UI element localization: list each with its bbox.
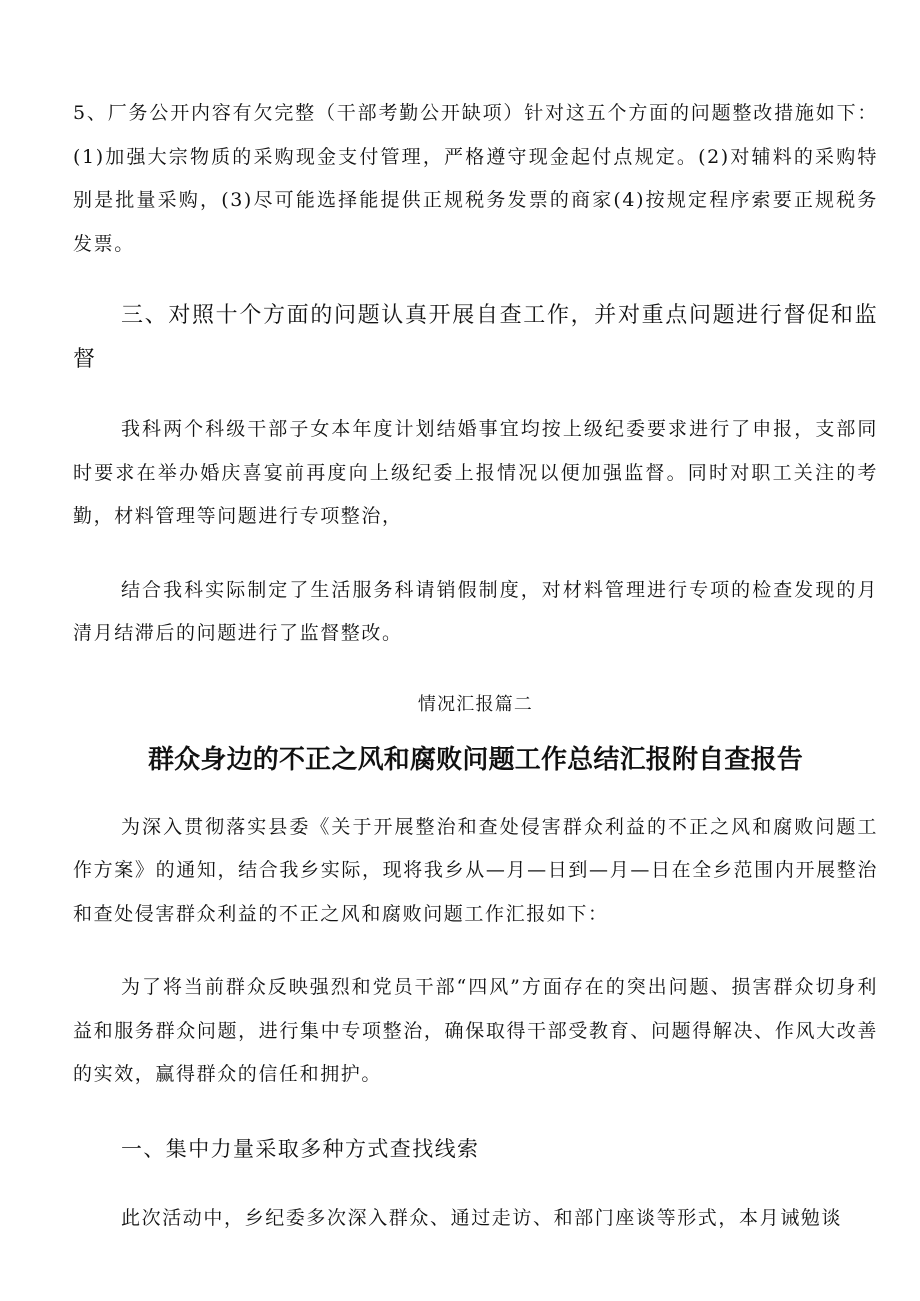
section-heading-three: 三、对照十个方面的问题认真开展自查工作，并对重点问题进行督促和监督 xyxy=(73,303,878,372)
paragraph-wedding-declaration: 我科两个科级干部子女本年度计划结婚事宜均按上级纪委要求进行了申报，支部同时要求在举办婚庆喜宴前再度向上级纪委上报情况以便加强监督。同时对职工关注的考勤，材料管理等问题进行专项整治， xyxy=(73,418,878,527)
report-subtitle: 情况汇报篇二 xyxy=(417,693,534,715)
paragraph-purpose: 为了将当前群众反映强烈和党员干部“四风”方面存在的突出问题、损害群众切身利益和服务群众问题，进行集中专项整治，确保取得干部受教育、问题得解决、作风大改善的实效，赢得群众的信任和拥护。 xyxy=(73,976,878,1085)
paragraph-intro: 为深入贯彻落实县委《关于开展整治和查处侵害群众利益的不正之风和腐败问题工作方案》的通知，结合我乡实际，现将我乡从—月—日到—月—日在全乡范围内开展整治和查处侵害群众利益的不正之风和腐败问题工作汇报如下： xyxy=(73,815,878,925)
section-heading-one: 一、集中力量采取多种方式查找线索 xyxy=(121,1136,480,1161)
report-title: 群众身边的不正之风和腐败问题工作总结汇报附自查报告 xyxy=(147,744,803,775)
paragraph-leave-system: 结合我科实际制定了生活服务科请销假制度，对材料管理进行专项的检查发现的月清月结滞后的问题进行了监督整改。 xyxy=(73,578,878,644)
paragraph-rectification-measures: 5、厂务公开内容有欠完整（干部考勤公开缺项）针对这五个方面的问题整改措施如下：(1)加强大宗物质的采购现金支付管理，严格遵守现金起付点规定。(2)对辅料的采购特别是批量采购，(3)尽可能选择能提供正规税务发票的商家(4)按规定程序索要正规税务发票。 xyxy=(73,102,878,255)
paragraph-activity: 此次活动中，乡纪委多次深入群众、通过走访、和部门座谈等形式，本月诫勉谈 xyxy=(121,1206,843,1229)
